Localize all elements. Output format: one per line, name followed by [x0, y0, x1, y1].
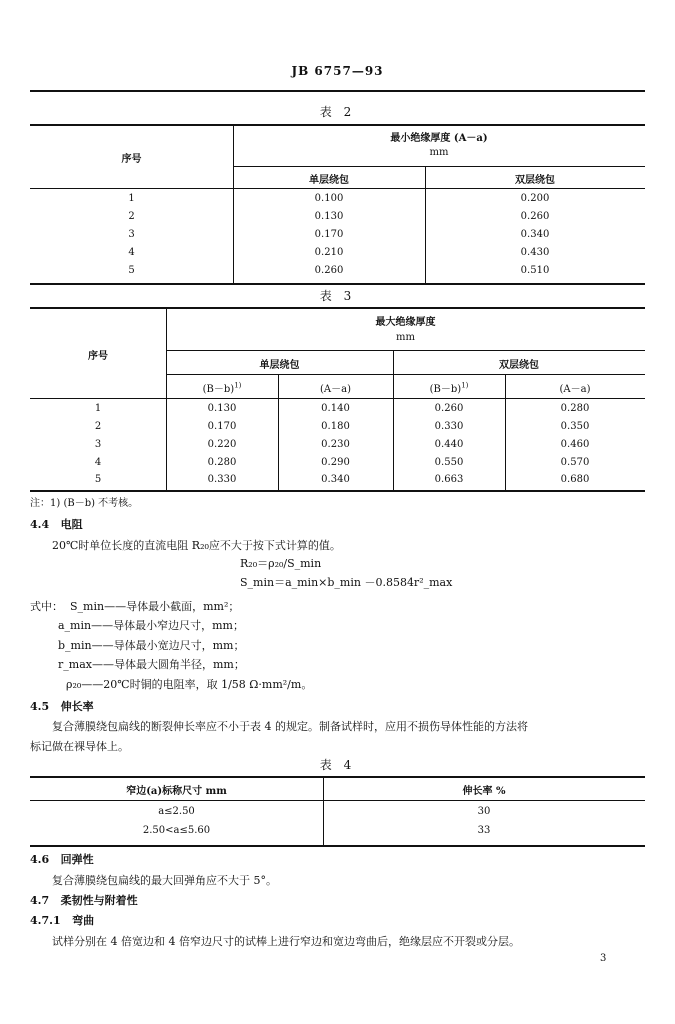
table2-double-header: 双层绕包 [515, 175, 555, 186]
table3-single-bb-header: $(B-b)^{1)}$ [202, 381, 242, 395]
table4-caption: 表 4 [319, 758, 356, 772]
table3-single-aa-header: (A－a) [320, 384, 351, 395]
section-4-7-1-heading: 4.7.1 弯曲 [30, 914, 95, 927]
section-4-7-heading: 4.7 柔韧性与附着性 [30, 894, 138, 907]
formula-r20: R₂₀＝ρ₂₀/S_min [240, 557, 322, 570]
table3-seq-header: 序号 [88, 351, 108, 362]
document-page: JB 6757—93 表 2 序号 最小绝缘厚度 (A－a) mm 单层绕包 双层绕包 1 0.100 0.200 2 0.130 0.260 3 0.170 0.340 4 0.210 0.430 5 0.260 0.510 表 3 序号 最大绝缘厚度 mm 单层绕包 双层绕包 $(B-b)^{1)}$ (A－a) $(B-b)^{1)}$ (A－a) 1 0.130 0.140 0.260 0.280 2 0.170 0.180 0.330 0.350 3 0.220 0.230 0.440 0.460 4 0.280 0.290 0.550 0.570 5 0.330 0.340 0.663 0.680 注：1) (B－b) 不考核。 4.4 电阻 20℃时单位长度的直流电阻 R₂₀应不大于按下式计算的值。 R₂₀＝ρ₂₀/S_min S_min＝a_min×b_min －0.8584r²_max 式中： S_min——导体最小截面，mm²； a_min——导体最小窄边尺寸，mm； b_min——导体最小宽边尺寸，mm； r_max——导体最大圆角半径，mm； ρ₂₀——20℃时铜的电阻率，取 1/58 Ω·mm²/m。 4.5 伸长率 复合薄膜绕包扁线的断裂伸长率应不小于表 4 的规定。制备试样时，应用不损伤导体性能的方法将 标记做在裸导体上。 表 4 窄边(a)标称尺寸 mm 伸长率 % a≤2.50 30 2.50<a≤5.60 33 4.6 回弹性 复合薄膜绕包扁线的最大回弹角应不大于 5°。 4.7 柔韧性与附着性 4.7.1 弯曲 试样分别在 4 倍宽边和 4 倍窄边尺寸的试棒上进行窄边和宽边弯曲后，绝缘层应不开裂或分层。 3 [0, 0, 675, 1024]
page-number: 3 [600, 953, 607, 964]
table2-caption: 表 2 [319, 105, 356, 119]
section-4-4-body: 20℃时单位长度的直流电阻 R₂₀应不大于按下式计算的值。 [52, 539, 341, 552]
table3-group-title: 最大绝缘厚度 [375, 317, 436, 328]
def-amin: a_min——导体最小窄边尺寸，mm； [58, 619, 244, 632]
standard-number: JB 6757—93 [291, 64, 384, 78]
section-4-6-heading: 4.6 回弹性 [30, 853, 94, 866]
section-4-5-heading: 4.5 伸长率 [30, 700, 94, 713]
section-4-5-body-line2: 标记做在裸导体上。 [30, 740, 129, 753]
table3-double-header: 双层绕包 [499, 360, 539, 371]
def-rho20: ρ₂₀——20℃时铜的电阻率，取 1/58 Ω·mm²/m。 [66, 678, 313, 691]
table4-col2-header: 伸长率 % [462, 786, 506, 797]
section-4-6-body: 复合薄膜绕包扁线的最大回弹角应不大于 5°。 [52, 874, 277, 887]
def-rmax: r_max——导体最大圆角半径，mm； [58, 658, 245, 671]
table3-footnote: 注：1) (B－b) 不考核。 [30, 498, 139, 509]
header-rule [30, 90, 645, 92]
table3-unit: mm [396, 332, 415, 343]
def-smin: S_min——导体最小截面，mm²； [70, 600, 240, 613]
where-label: 式中： [30, 600, 63, 613]
table3-caption: 表 3 [319, 289, 356, 303]
formula-smin: S_min＝a_min×b_min －0.8584r²_max [240, 576, 453, 589]
section-4-4-heading: 4.4 电阻 [30, 518, 83, 531]
table3-single-header: 单层绕包 [259, 360, 300, 371]
table2-seq-header: 序号 [121, 154, 142, 165]
section-4-7-1-body: 试样分别在 4 倍宽边和 4 倍窄边尺寸的试棒上进行窄边和宽边弯曲后，绝缘层应不开裂或分层。 [52, 935, 520, 948]
table4-col1-header: 窄边(a)标称尺寸 mm [126, 786, 227, 797]
table2-group-title: 最小绝缘厚度 (A－a) [390, 133, 488, 144]
section-4-5-body-line1: 复合薄膜绕包扁线的断裂伸长率应不小于表 4 的规定。制备试样时，应用不损伤导体性能的方法将 [52, 720, 528, 733]
table3-double-bb-header: $(B-b)^{1)}$ [429, 381, 469, 395]
def-bmin: b_min——导体最小宽边尺寸，mm； [58, 639, 245, 652]
table2-single-header: 单层绕包 [309, 175, 349, 186]
table2-unit: mm [429, 147, 449, 158]
table3-double-aa-header: (A－a) [559, 384, 591, 395]
